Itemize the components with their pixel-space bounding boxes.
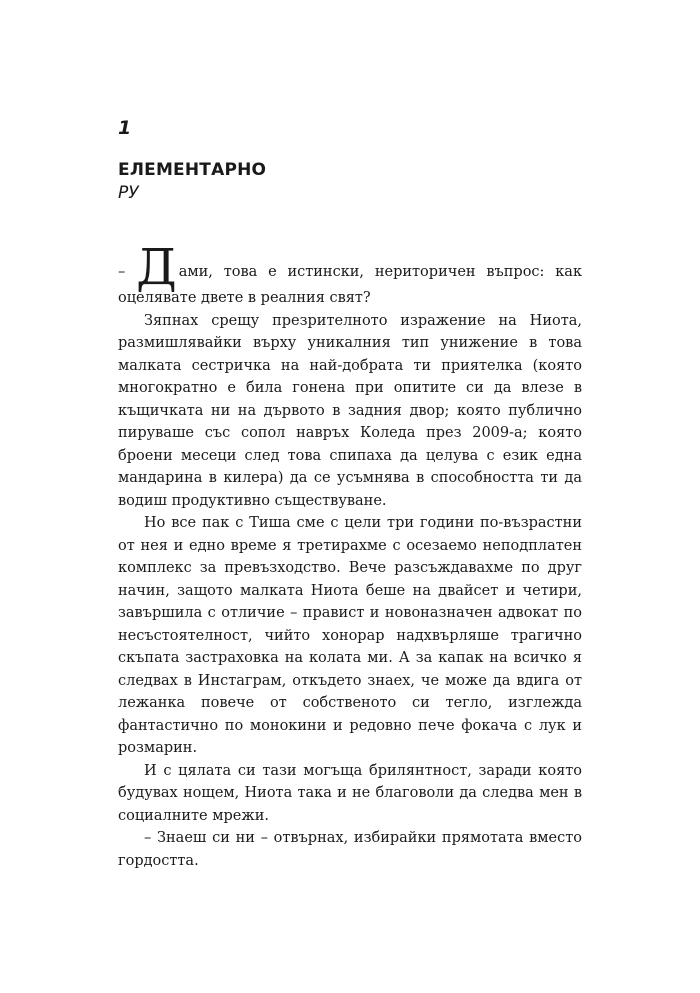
drop-cap: Д xyxy=(136,238,177,296)
paragraph: Зяпнах срещу презрителното изражение на Ниота, размишлявайки върху уникалния тип унижение в това малката сестричка на най-добрата ти приятелка (която многократно е била гонена при опитите си да влезе в къщичката ни на дървото в задния двор; която публично пируваше със сопол навръх Коледа през 2009-а; която броени месеци след това спипаха да целува с език една мандарина в килера) да се усъмнява в способността ти да водиш продуктивно съществуване. xyxy=(118,312,582,509)
paragraph: – Знаеш си ни – отвърнах, избирайки прямотата вместо гордостта. xyxy=(118,830,582,869)
chapter-body xyxy=(118,238,583,872)
paragraph xyxy=(118,238,583,310)
opening-dash: – xyxy=(118,264,137,280)
chapter-title: ЕЛЕМЕНТАРНО xyxy=(118,160,267,180)
chapter-narrator: РУ xyxy=(118,183,139,203)
paragraph: Но все пак с Тиша сме с цели три години по-възрастни от нея и едно време я третирахме с осезаемо неподплатен комплекс за превъзходство. Вече разсъждавахме по друг начин, защото малката Ниота беше на двайсет и четири, завършила с отличие – правист и новоназначен адвокат по несъстоятелност, чийто хонорар надхвърляше трагично скъпата застраховка на колата ми. А за капак на всичко я следвах в Инстаграм, откъдето знаех, че може да вдига от лежанка повече от собственото си тегло, изглежда фантастично по монокини и редовно пече фокача с лук и розмарин. xyxy=(118,515,582,756)
paragraph: И с цялата си тази могъща брилянтност, заради която будувах нощем, Ниота така и не благоволи да следва мен в социалните мрежи. xyxy=(118,762,582,824)
chapter-number: 1 xyxy=(118,117,132,139)
opening-text: ами, това е истински, нериторичен въпрос: как оцелявате двете в реалния свят? xyxy=(118,264,583,306)
